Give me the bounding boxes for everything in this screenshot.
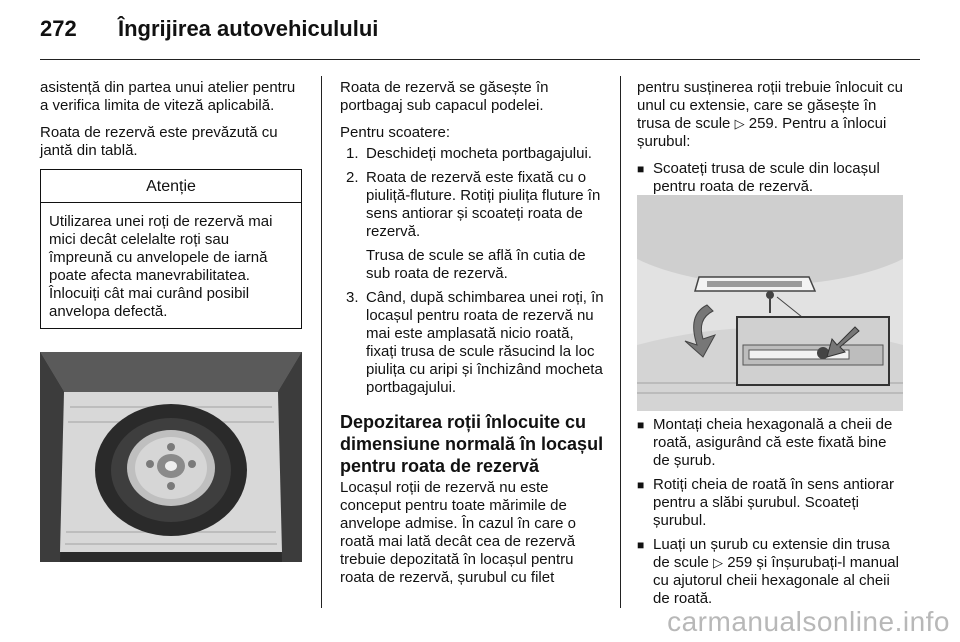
- list-item: [340, 289, 604, 397]
- list-item: [637, 416, 903, 470]
- column-divider-2: [620, 76, 621, 608]
- column-2: [340, 79, 604, 596]
- paragraph: [637, 79, 903, 151]
- paragraph: Roata de rezervă este prevăzută cu jantă din tablă.: [40, 124, 278, 159]
- bullet-text: Luați un șurub cu extensie din trusa de scule: [653, 536, 890, 571]
- page-ref-arrow-icon: ▷: [734, 116, 745, 131]
- paragraph: Locașul roții de rezervă nu este conceput pentru toate mărimile de anvelope admise. În cazul în care o roată mai lată decât cea de rezervă trebuie depozitată în locașul pentru roata de rezervă, șurubul cu filet: [340, 479, 576, 586]
- paragraph: Pentru scoatere:: [340, 124, 451, 141]
- bullet-icon: ■: [637, 418, 645, 432]
- step-text: Când, după schimbarea unei roți, în locașul pentru roata de rezervă nu mai este amplasată nicio roată, fixați trusa de scule răsucind la loc piulița cu aripi și închizând mocheta portbagajului.: [366, 289, 604, 396]
- step-number: 3.: [346, 289, 359, 306]
- bullet-icon: ■: [637, 538, 645, 552]
- column-3: [637, 79, 903, 202]
- step-text: Roata de rezervă este fixată cu o piuliță-fluture. Rotiți piulița fluture în sens antiorar și scoateți roata de rezervă.: [366, 169, 601, 240]
- watermark: carmanualsonline.info: [667, 606, 950, 637]
- paragraph: Roata de rezervă se găsește în portbagaj sub capacul podelei.: [340, 79, 549, 114]
- list-item: [340, 145, 604, 163]
- paragraph: asistență din partea unui atelier pentru a verifica limita de viteză aplicabilă.: [40, 79, 296, 114]
- page-reference[interactable]: 259: [727, 554, 753, 571]
- step-number: 1.: [346, 145, 359, 162]
- page-header: [40, 16, 920, 50]
- section-heading: Depozitarea roții înlocuite cu dimensiune normală în locașul pentru roata de rezervă: [340, 412, 604, 476]
- warning-box: [40, 169, 302, 329]
- list-item: [637, 476, 903, 530]
- text-run: pentru susținerea roții trebuie înlocuit cu unul cu extensie, care se găsește în trusa de scule: [637, 79, 903, 132]
- tool-kit-removal-image: [637, 195, 903, 411]
- column-3-lower: [637, 416, 903, 614]
- column-divider-1: [321, 76, 322, 608]
- bullet-text: Montați cheia hexagonală a cheii de roată, asigurând că este fixată bine de șurub.: [653, 416, 893, 469]
- warning-title: Atenție: [41, 170, 301, 203]
- header-divider: [40, 59, 920, 60]
- list-item: [340, 169, 604, 283]
- bullet-list: [637, 416, 903, 608]
- column-1: [40, 79, 302, 329]
- step-text: Deschideți mocheta portbagajului.: [366, 145, 592, 162]
- spare-wheel-trunk-image: [40, 352, 302, 562]
- bullet-list: [637, 160, 903, 196]
- list-item: [637, 160, 903, 196]
- page-reference[interactable]: 259: [748, 115, 774, 132]
- bullet-icon: ■: [637, 162, 645, 176]
- bullet-text: Scoateți trusa de scule din locașul pentru roata de rezervă.: [653, 160, 880, 195]
- bullet-text: Rotiți cheia de roată în sens antiorar pentru a slăbi șurubul. Scoateți șurubul.: [653, 476, 894, 529]
- steps-list: [340, 145, 604, 397]
- bullet-icon: ■: [637, 478, 645, 492]
- page-number: 272: [40, 16, 77, 41]
- text-run: . Pentru a înlocui șurubul:: [637, 115, 887, 150]
- step-number: 2.: [346, 169, 359, 186]
- step-note: Trusa de scule se află în cutia de sub roata de rezervă.: [366, 247, 586, 282]
- list-item: [637, 536, 903, 608]
- page-title: Îngrijirea autovehiculului: [118, 16, 379, 41]
- bullet-text: și înșurubați-l manual cu ajutorul cheii hexagonale al cheii de roată.: [653, 554, 899, 607]
- warning-text: Utilizarea unei roți de rezervă mai mici decât celelalte roți sau împreună cu anvelopele de iarnă poate afecta manevrabilitatea. Înlocuiți cât mai curând posibil anvelopa defectă.: [49, 213, 273, 320]
- page-ref-arrow-icon: ▷: [713, 555, 724, 570]
